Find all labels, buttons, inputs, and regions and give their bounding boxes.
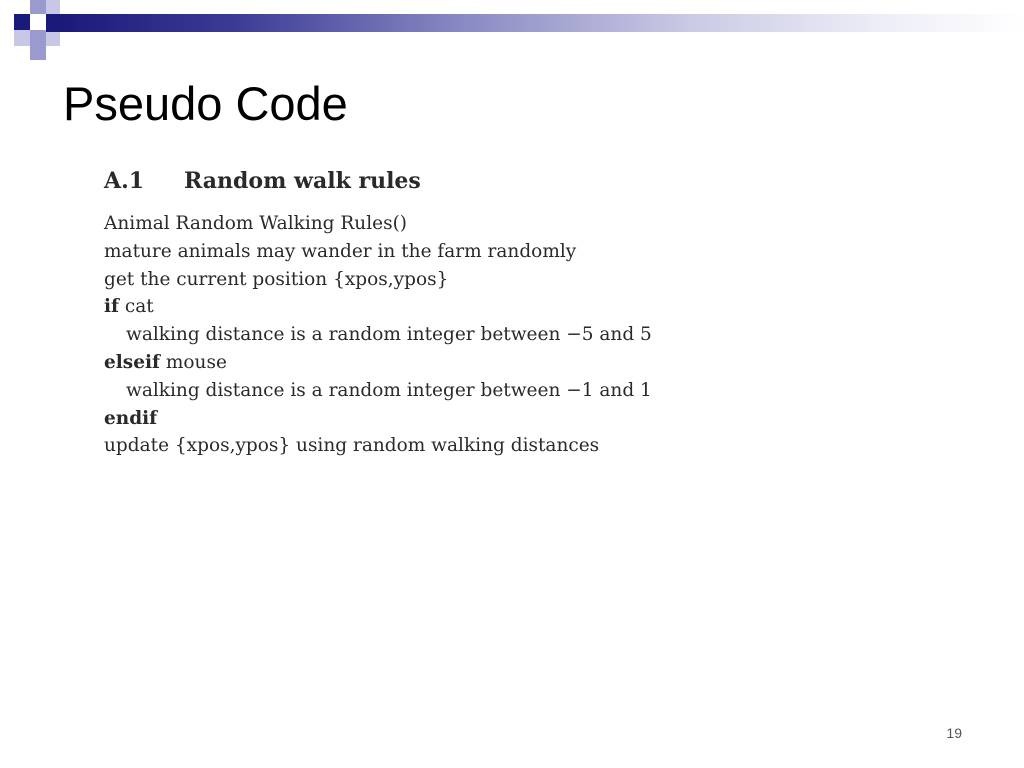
condition-mouse: mouse <box>165 351 227 373</box>
code-line-8 <box>104 405 652 433</box>
code-line-5: walking distance is a random integer between −5 and 5 <box>126 324 652 346</box>
decor-square-navy-2 <box>46 14 60 32</box>
code-line-2: mature animals may wander in the farm randomly <box>104 240 577 262</box>
keyword-if: if <box>104 296 119 318</box>
slide-number: 19 <box>946 725 962 741</box>
slide-title: Pseudo Code <box>63 77 348 130</box>
keyword-endif: endif <box>104 407 158 429</box>
code-line-1: Animal Random Walking Rules() <box>104 213 408 234</box>
code-line-3: get the current position {xpos,ypos} <box>104 268 449 290</box>
decor-square-lavender-3 <box>30 46 46 60</box>
decor-square-lavender-2 <box>30 30 46 46</box>
decor-square-pale-3 <box>46 32 60 46</box>
section-heading <box>104 166 652 196</box>
decor-square-lavender-1 <box>30 0 46 14</box>
section-number: A.1 <box>104 168 145 194</box>
header-gradient-band <box>60 14 1024 32</box>
decor-square-navy-1 <box>14 14 30 30</box>
keyword-elseif: elseif <box>104 351 160 373</box>
section-title: Random walk rules <box>184 168 421 194</box>
pseudocode-block <box>104 166 652 460</box>
code-line-6 <box>104 349 652 377</box>
code-line-9: update {xpos,ypos} using random walking distances <box>104 435 600 457</box>
decor-square-pale-1 <box>46 0 60 14</box>
condition-cat: cat <box>124 296 154 318</box>
code-line-7: walking distance is a random integer between −1 and 1 <box>126 379 652 401</box>
code-line-4 <box>104 293 652 321</box>
decor-square-pale-2 <box>14 30 30 46</box>
